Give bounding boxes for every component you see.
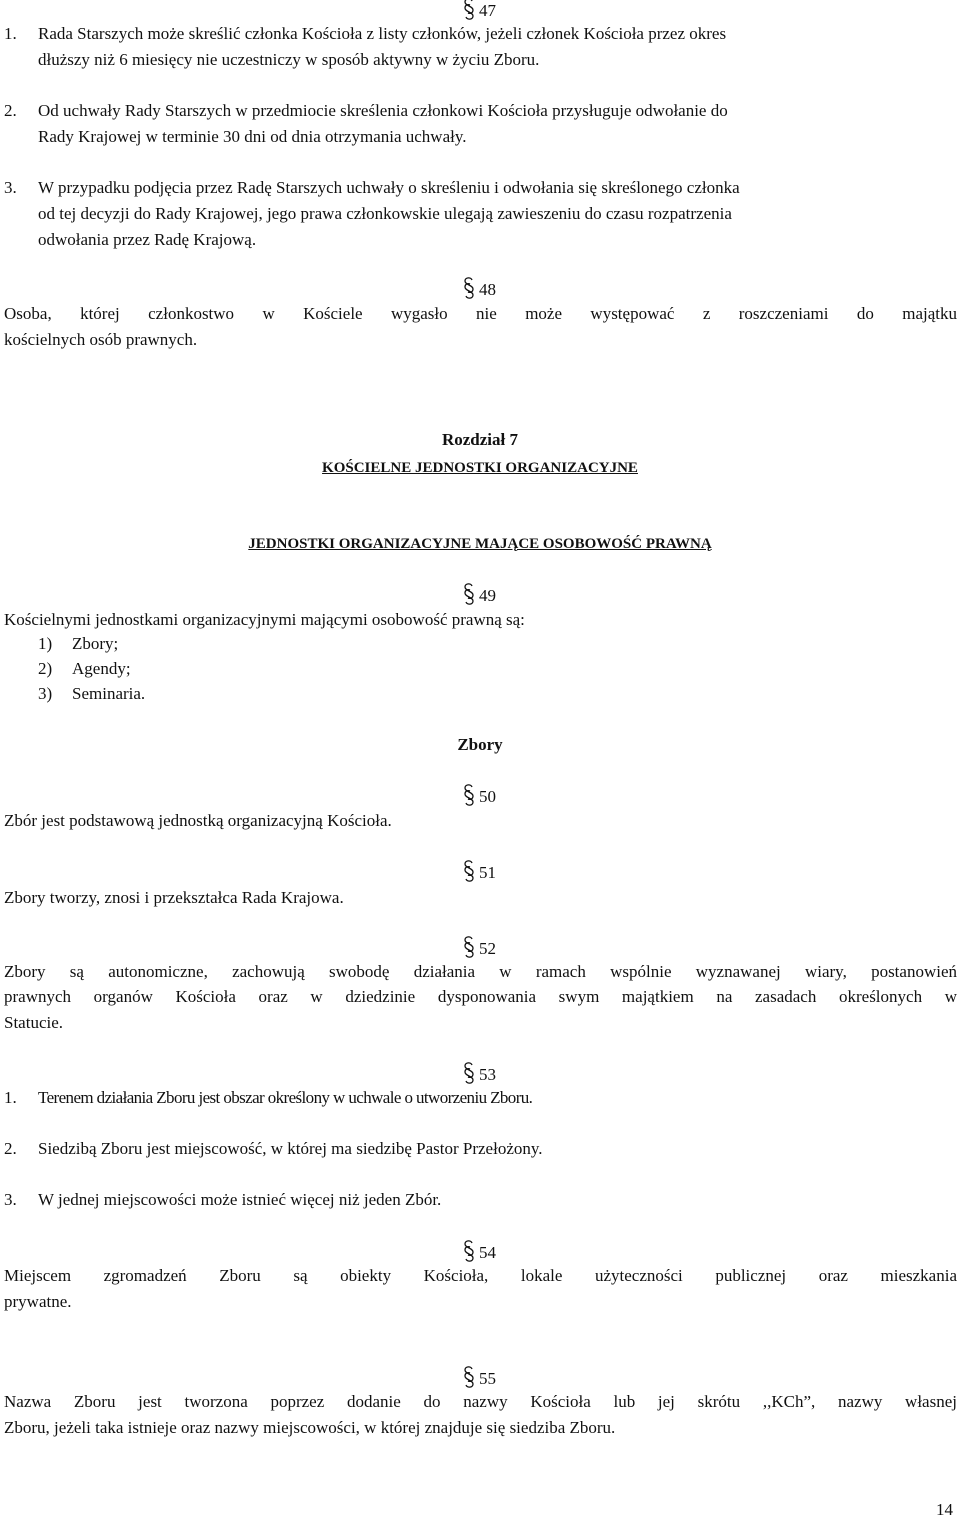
paragraph-number-54 [462, 1239, 522, 1265]
p47-item-3-line-2: od tej decyzji do Rady Krajowej, jego prawa członkowskie ulegają zawieszeniu do czasu rozpatrzenia [38, 204, 732, 223]
paragraph-number-48 [462, 276, 522, 302]
section-sign-icon [462, 276, 476, 300]
p47-item-3-line-3: odwołania przez Radę Krajową. [38, 230, 257, 249]
paragraph-number-50 [462, 783, 522, 809]
p47-item-1-line-2: dłuższy niż 6 miesięcy nie uczestniczy w sposób aktywny w życiu Zboru. [38, 50, 540, 69]
paragraph-number-text: 48 [479, 280, 496, 299]
list-item: 2) Agendy; [38, 659, 131, 678]
paragraph-number-text: 47 [479, 1, 496, 20]
paragraph-number-text: 49 [479, 586, 496, 605]
paragraph-number-53 [462, 1061, 522, 1087]
paragraph-number-text: 52 [479, 939, 496, 958]
page-number: 14 [936, 1500, 953, 1519]
section-sign-icon [462, 783, 476, 807]
paragraph-number-text: 55 [479, 1369, 496, 1388]
chapter-subtitle: KOŚCIELNE JEDNOSTKI ORGANIZACYJNE [322, 460, 638, 476]
list-item: 3) Seminaria. [38, 684, 146, 703]
section-sign-icon [462, 1365, 476, 1389]
p52-line-2: prawnych organów Kościoła oraz w dziedzinie dysponowania swym majątkiem na zasadach określonych w [4, 987, 957, 1006]
p55-line-1: Nazwa Zboru jest tworzona poprzez dodanie do nazwy Kościoła lub jej skrótu ,,KCh”, nazwy własnej [4, 1392, 957, 1411]
section-sign-icon [462, 859, 476, 883]
paragraph-number-49 [462, 582, 522, 608]
p47-item-1-line-1: 1. Rada Starszych może skreślić członka Kościoła z listy członków, jeżeli członek Kościoła przez okres [4, 24, 727, 43]
p53-item-2: 2. Siedzibą Zboru jest miejscowość, w której ma siedzibę Pastor Przełożony. [4, 1139, 543, 1158]
list-item: 1) Zbory; [38, 634, 119, 653]
section-sign-icon [462, 0, 476, 21]
p48-line-1: Osoba, której członkostwo w Kościele wygasło nie może występować z roszczeniami do majątku [4, 304, 957, 323]
zbory-heading: Zbory [457, 735, 503, 754]
section-sign-icon [462, 1061, 476, 1085]
paragraph-number-text: 50 [479, 787, 496, 806]
section-heading: JEDNOSTKI ORGANIZACYJNE MAJĄCE OSOBOWOŚĆ PRAWNĄ [248, 536, 712, 552]
paragraph-number-51 [462, 859, 522, 885]
p52-line-3: Statucie. [4, 1013, 64, 1032]
p51-text: Zbory tworzy, znosi i przekształca Rada Krajowa. [4, 888, 344, 907]
section-sign-icon [462, 935, 476, 959]
paragraph-number-52 [462, 935, 522, 961]
p48-line-2: kościelnych osób prawnych. [4, 330, 198, 349]
paragraph-number-47 [462, 0, 522, 23]
paragraph-number-55 [462, 1365, 522, 1391]
p52-line-1: Zbory są autonomiczne, zachowują swobodę działania w ramach wspólnie wyznawanej wiary, postanowień [4, 962, 957, 981]
p53-item-1: 1. Terenem działania Zboru jest obszar określony w uchwale o utworzeniu Zboru. [4, 1088, 533, 1107]
p49-intro: Kościelnymi jednostkami organizacyjnymi mającymi osobowość prawną są: [4, 610, 525, 629]
paragraph-number-text: 54 [479, 1243, 496, 1262]
p47-item-2-line-1: 2. Od uchwały Rady Starszych w przedmiocie skreślenia członkowi Kościoła przysługuje odwołanie do [4, 101, 728, 120]
section-sign-icon [462, 582, 476, 606]
paragraph-number-text: 53 [479, 1065, 496, 1084]
p50-text: Zbór jest podstawową jednostką organizacyjną Kościoła. [4, 811, 392, 830]
p53-item-3: 3. W jednej miejscowości może istnieć więcej niż jeden Zbór. [4, 1190, 442, 1209]
paragraph-number-text: 51 [479, 863, 496, 882]
p47-item-2-line-2: Rady Krajowej w terminie 30 dni od dnia otrzymania uchwały. [38, 127, 467, 146]
section-sign-icon [462, 1239, 476, 1263]
p47-item-3-line-1: 3. W przypadku podjęcia przez Radę Starszych uchwały o skreśleniu i odwołania się skreślonego członka [4, 178, 740, 197]
chapter-title: Rozdział 7 [441, 430, 519, 449]
p55-line-2: Zboru, jeżeli taka istnieje oraz nazwy miejscowości, w której znajduje się siedziba Zboru. [4, 1418, 616, 1437]
p54-line-1: Miejscem zgromadzeń Zboru są obiekty Kościoła, lokale użyteczności publicznej oraz mieszkania [4, 1266, 957, 1285]
p54-line-2: prywatne. [4, 1292, 72, 1311]
